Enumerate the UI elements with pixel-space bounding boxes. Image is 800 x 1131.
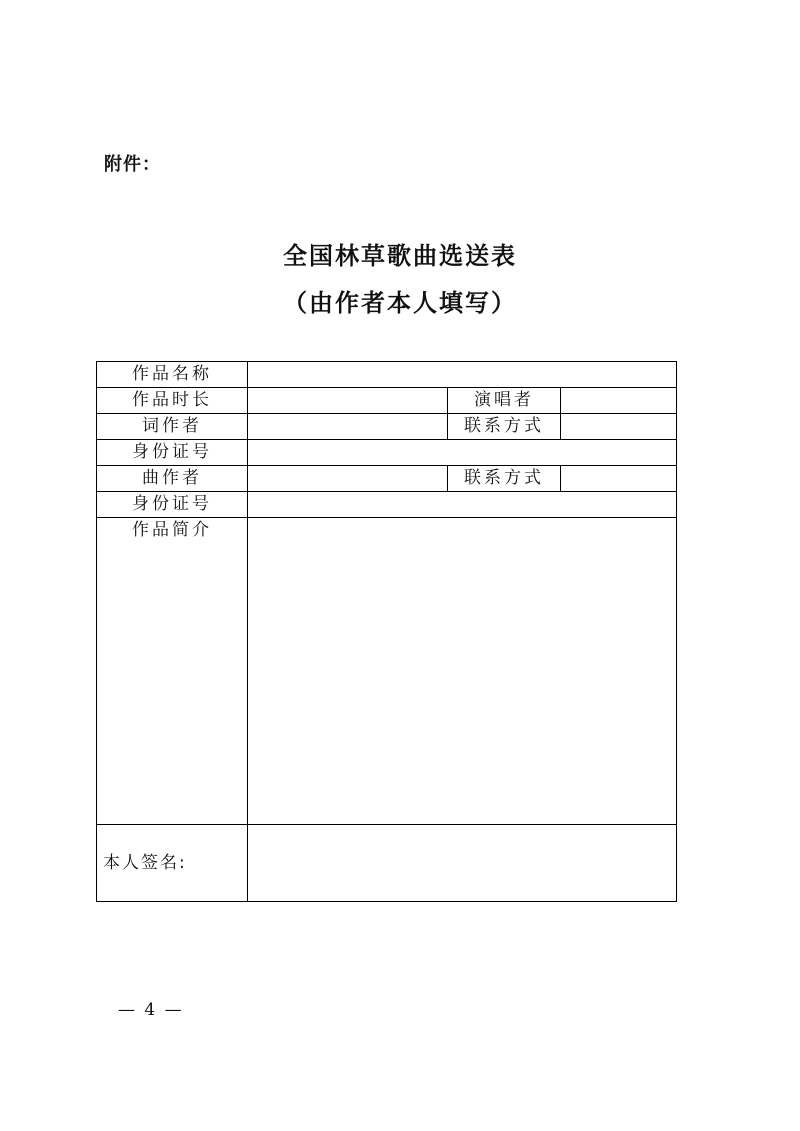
work-name-label: 作品名称 xyxy=(97,362,248,388)
lyricist-row xyxy=(97,414,677,440)
intro-label: 作品简介 xyxy=(97,518,248,825)
duration-row xyxy=(97,388,677,414)
signature-field[interactable] xyxy=(248,825,677,902)
composer-id-label: 身份证号 xyxy=(97,492,248,518)
composer-id-field[interactable] xyxy=(248,492,677,518)
document-subtitle: （由作者本人填写） xyxy=(283,288,517,317)
attachment-label: 附件： xyxy=(104,154,161,175)
composer-id-row xyxy=(97,492,677,518)
lyricist-contact-field[interactable] xyxy=(561,414,677,440)
signature-row xyxy=(97,825,677,902)
duration-label: 作品时长 xyxy=(97,388,248,414)
signature-label: 本人签名: xyxy=(97,825,248,902)
lyricist-contact-label: 联系方式 xyxy=(448,414,561,440)
composer-row xyxy=(97,466,677,492)
lyricist-id-label: 身份证号 xyxy=(97,440,248,466)
page-number: — 4 — xyxy=(118,1000,184,1020)
singer-label: 演唱者 xyxy=(448,388,561,414)
lyricist-field[interactable] xyxy=(248,414,448,440)
work-name-field[interactable] xyxy=(248,362,677,388)
intro-field[interactable] xyxy=(248,518,677,825)
composer-field[interactable] xyxy=(248,466,448,492)
composer-contact-label: 联系方式 xyxy=(448,466,561,492)
document-title: 全国林草歌曲选送表 xyxy=(283,241,517,270)
work-name-row xyxy=(97,362,677,388)
lyricist-id-row xyxy=(97,440,677,466)
composer-contact-field[interactable] xyxy=(561,466,677,492)
song-submission-form xyxy=(96,361,677,902)
intro-row xyxy=(97,518,677,825)
singer-field[interactable] xyxy=(561,388,677,414)
lyricist-id-field[interactable] xyxy=(248,440,677,466)
lyricist-label: 词作者 xyxy=(97,414,248,440)
duration-field[interactable] xyxy=(248,388,448,414)
composer-label: 曲作者 xyxy=(97,466,248,492)
